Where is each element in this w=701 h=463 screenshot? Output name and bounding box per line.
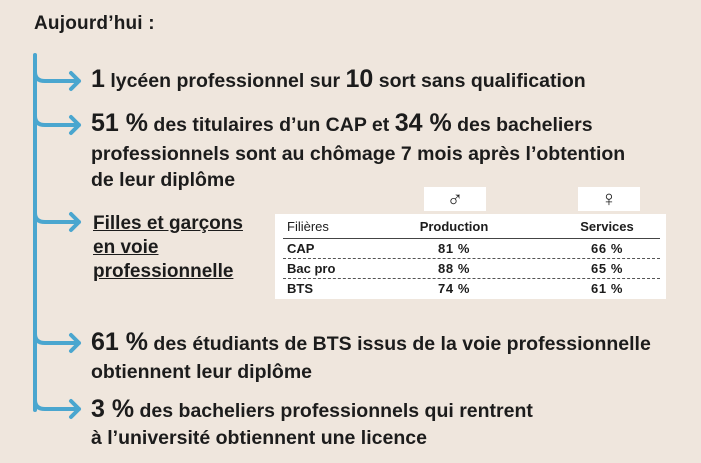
filles-line-3: professionnelle	[93, 261, 234, 282]
arrow-icon	[33, 114, 85, 136]
male-symbol-icon: ♂	[424, 187, 486, 211]
table-header-row	[275, 218, 666, 235]
stat-4	[91, 396, 533, 425]
stat-2-number-2: 34 %	[394, 109, 452, 137]
stat-3-number: 61 %	[91, 328, 148, 356]
cell-filiere: BTS	[287, 281, 313, 296]
stat-4-line-2: à l’université obtiennent une licence	[91, 427, 427, 449]
table-divider	[283, 278, 660, 279]
table-divider	[283, 258, 660, 259]
table-divider	[283, 238, 660, 239]
header-filieres: Filières	[287, 219, 329, 234]
cell-production: 74 %	[437, 281, 471, 296]
stat-1-text: lycéen professionnel sur	[104, 70, 346, 92]
table-row	[275, 280, 666, 297]
stat-2-line-3: de leur diplôme	[91, 169, 236, 191]
filles-garcons-label	[93, 212, 243, 284]
cell-filiere: Bac pro	[287, 261, 336, 276]
cell-filiere: CAP	[287, 241, 315, 256]
stat-2-line-2: professionnels sont au chômage 7 mois après l’obtention	[91, 143, 626, 165]
filles-line-1: Filles et garçons	[93, 213, 243, 234]
cell-services: 65 %	[590, 261, 624, 276]
filles-line-2: en voie	[93, 237, 159, 258]
stat-1-number-2: 10	[345, 65, 374, 93]
arrow-icon	[33, 398, 85, 420]
cell-services: 66 %	[590, 241, 624, 256]
stat-3	[91, 329, 651, 358]
stat-4-number: 3 %	[91, 395, 135, 423]
stat-3-text: des étudiants de BTS issus de la voie professionnelle	[147, 333, 651, 355]
table-row	[275, 240, 666, 257]
arrow-icon	[33, 332, 85, 354]
stat-3-line-2: obtiennent leur diplôme	[91, 361, 313, 383]
stat-2	[91, 110, 593, 139]
stat-4-text: des bacheliers professionnels qui rentrent	[134, 400, 533, 422]
stat-1	[91, 66, 586, 95]
arrow-icon	[33, 70, 85, 92]
cell-services: 61 %	[590, 281, 624, 296]
female-symbol-icon: ♀	[578, 187, 640, 211]
table-row	[275, 260, 666, 277]
cell-production: 88 %	[437, 261, 471, 276]
stat-2-text: des titulaires d’un CAP et	[147, 114, 395, 136]
cell-production: 81 %	[437, 241, 471, 256]
arrow-icon	[33, 211, 85, 233]
stat-2-text-2: des bacheliers	[451, 114, 593, 136]
stat-2-number: 51 %	[91, 109, 148, 137]
header-production: Production	[419, 219, 489, 234]
stat-1-number: 1	[91, 65, 105, 93]
gender-table	[275, 214, 666, 299]
stat-1-text-2: sort sans qualification	[373, 70, 586, 92]
header-services: Services	[580, 219, 634, 234]
page-title: Aujourd’hui :	[34, 13, 155, 34]
